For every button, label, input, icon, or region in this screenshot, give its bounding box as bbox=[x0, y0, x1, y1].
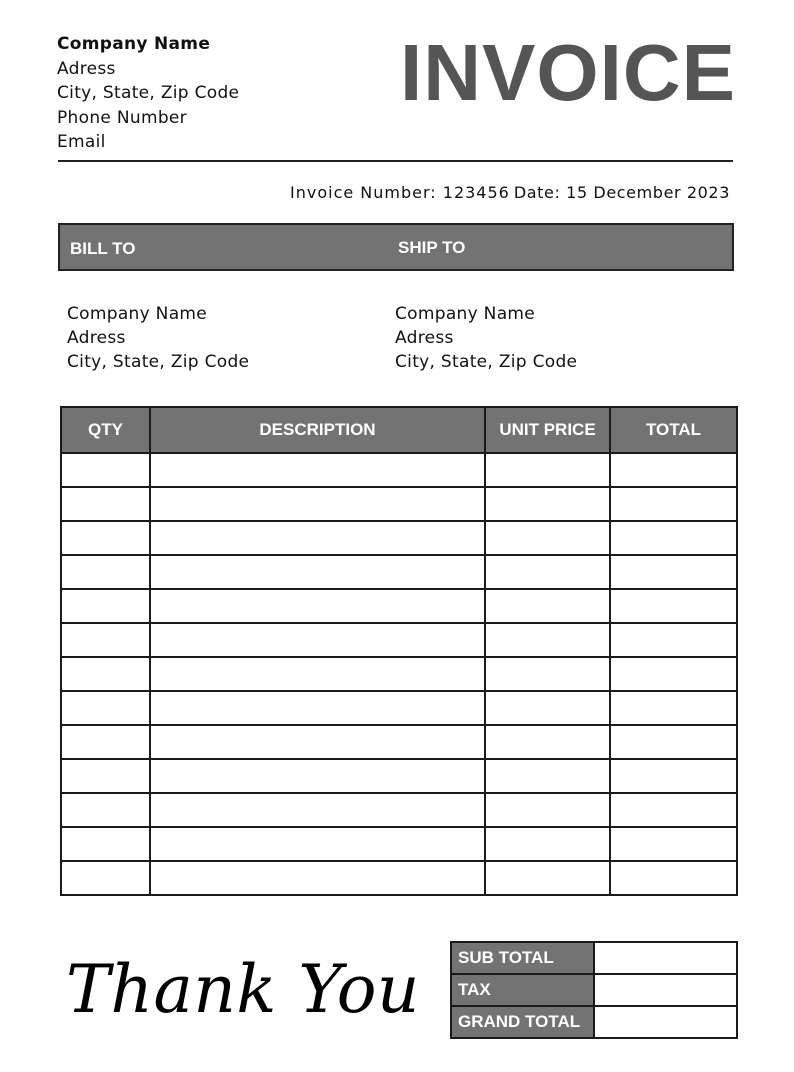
table-row bbox=[61, 827, 737, 861]
ship-to-city-state-zip: City, State, Zip Code bbox=[395, 352, 578, 372]
ship-to-heading: SHIP TO bbox=[398, 238, 466, 257]
thank-you-note: Thank You bbox=[66, 951, 420, 1028]
cell-qty[interactable] bbox=[61, 759, 150, 793]
totals-label: SUB TOTAL bbox=[451, 942, 594, 974]
totals-row bbox=[451, 942, 737, 974]
table-row bbox=[61, 487, 737, 521]
cell-unit-price[interactable] bbox=[485, 759, 610, 793]
cell-total[interactable] bbox=[610, 793, 737, 827]
cell-total[interactable] bbox=[610, 691, 737, 725]
cell-total[interactable] bbox=[610, 861, 737, 895]
line-items-body bbox=[61, 453, 737, 895]
cell-qty[interactable] bbox=[61, 623, 150, 657]
cell-total[interactable] bbox=[610, 487, 737, 521]
table-row bbox=[61, 521, 737, 555]
cell-unit-price[interactable] bbox=[485, 521, 610, 555]
totals-row bbox=[451, 974, 737, 1006]
ship-to-address bbox=[395, 302, 577, 374]
table-row bbox=[61, 657, 737, 691]
cell-unit-price[interactable] bbox=[485, 623, 610, 657]
bill-to-city-state-zip: City, State, Zip Code bbox=[67, 352, 250, 372]
table-row bbox=[61, 861, 737, 895]
cell-qty[interactable] bbox=[61, 793, 150, 827]
cell-description[interactable] bbox=[150, 725, 485, 759]
cell-qty[interactable] bbox=[61, 453, 150, 487]
totals-label: GRAND TOTAL bbox=[451, 1006, 594, 1038]
invoice-date-label: Date: bbox=[513, 183, 561, 202]
header-divider bbox=[58, 160, 733, 162]
cell-qty[interactable] bbox=[61, 589, 150, 623]
cell-qty[interactable] bbox=[61, 725, 150, 759]
cell-description[interactable] bbox=[150, 657, 485, 691]
sender-address: Adress bbox=[57, 58, 116, 79]
cell-total[interactable] bbox=[610, 657, 737, 691]
cell-total[interactable] bbox=[610, 589, 737, 623]
cell-total[interactable] bbox=[610, 759, 737, 793]
cell-unit-price[interactable] bbox=[485, 453, 610, 487]
bill-to-address-line: Adress bbox=[67, 328, 126, 348]
totals-table bbox=[450, 941, 738, 1039]
cell-unit-price[interactable] bbox=[485, 793, 610, 827]
cell-qty[interactable] bbox=[61, 521, 150, 555]
totals-label: TAX bbox=[451, 974, 594, 1006]
cell-unit-price[interactable] bbox=[485, 725, 610, 759]
cell-unit-price[interactable] bbox=[485, 487, 610, 521]
sender-company-name: Company Name bbox=[57, 34, 211, 54]
table-row bbox=[61, 589, 737, 623]
cell-total[interactable] bbox=[610, 453, 737, 487]
cell-total[interactable] bbox=[610, 555, 737, 589]
cell-description[interactable] bbox=[150, 759, 485, 793]
column-header-qty: QTY bbox=[61, 407, 150, 453]
cell-description[interactable] bbox=[150, 453, 485, 487]
sender-phone: Phone Number bbox=[57, 107, 187, 128]
cell-qty[interactable] bbox=[61, 487, 150, 521]
table-row bbox=[61, 725, 737, 759]
cell-total[interactable] bbox=[610, 623, 737, 657]
invoice-date bbox=[514, 183, 730, 202]
table-row bbox=[61, 453, 737, 487]
cell-description[interactable] bbox=[150, 861, 485, 895]
column-header-description: DESCRIPTION bbox=[150, 407, 485, 453]
bill-ship-header-bar bbox=[58, 223, 734, 271]
cell-unit-price[interactable] bbox=[485, 691, 610, 725]
cell-unit-price[interactable] bbox=[485, 827, 610, 861]
invoice-date-value: 15 December 2023 bbox=[566, 183, 730, 202]
totals-value[interactable] bbox=[594, 974, 737, 1006]
invoice-number-label: Invoice Number: bbox=[290, 183, 437, 202]
column-header-total: TOTAL bbox=[610, 407, 737, 453]
cell-description[interactable] bbox=[150, 521, 485, 555]
cell-description[interactable] bbox=[150, 589, 485, 623]
bill-to-company-name: Company Name bbox=[67, 304, 208, 324]
sender-city-state-zip: City, State, Zip Code bbox=[57, 83, 240, 103]
cell-unit-price[interactable] bbox=[485, 657, 610, 691]
cell-description[interactable] bbox=[150, 793, 485, 827]
line-items-header-row bbox=[61, 407, 737, 453]
sender-email: Email bbox=[57, 132, 106, 152]
ship-to-company-name: Company Name bbox=[395, 304, 536, 324]
cell-qty[interactable] bbox=[61, 691, 150, 725]
cell-description[interactable] bbox=[150, 487, 485, 521]
ship-to-address-line: Adress bbox=[395, 328, 454, 348]
line-items-table bbox=[60, 406, 738, 896]
table-row bbox=[61, 691, 737, 725]
column-header-unit-price: UNIT PRICE bbox=[485, 407, 610, 453]
cell-description[interactable] bbox=[150, 827, 485, 861]
bill-to-heading: BILL TO bbox=[70, 239, 136, 258]
cell-qty[interactable] bbox=[61, 657, 150, 691]
table-row bbox=[61, 555, 737, 589]
table-row bbox=[61, 759, 737, 793]
totals-body bbox=[451, 942, 737, 1038]
cell-unit-price[interactable] bbox=[485, 861, 610, 895]
cell-total[interactable] bbox=[610, 521, 737, 555]
table-row bbox=[61, 623, 737, 657]
totals-value[interactable] bbox=[594, 1006, 737, 1038]
cell-qty[interactable] bbox=[61, 555, 150, 589]
cell-total[interactable] bbox=[610, 827, 737, 861]
invoice-number-value: 123456 bbox=[442, 183, 510, 202]
cell-description[interactable] bbox=[150, 623, 485, 657]
table-row bbox=[61, 793, 737, 827]
cell-unit-price[interactable] bbox=[485, 589, 610, 623]
totals-row bbox=[451, 1006, 737, 1038]
cell-description[interactable] bbox=[150, 555, 485, 589]
bill-to-address bbox=[67, 302, 249, 374]
cell-qty[interactable] bbox=[61, 861, 150, 895]
invoice-title: INVOICE bbox=[400, 28, 736, 117]
cell-description[interactable] bbox=[150, 691, 485, 725]
cell-unit-price[interactable] bbox=[485, 555, 610, 589]
cell-total[interactable] bbox=[610, 725, 737, 759]
cell-qty[interactable] bbox=[61, 827, 150, 861]
invoice-number bbox=[290, 183, 510, 202]
sender-block bbox=[57, 32, 239, 155]
totals-value[interactable] bbox=[594, 942, 737, 974]
